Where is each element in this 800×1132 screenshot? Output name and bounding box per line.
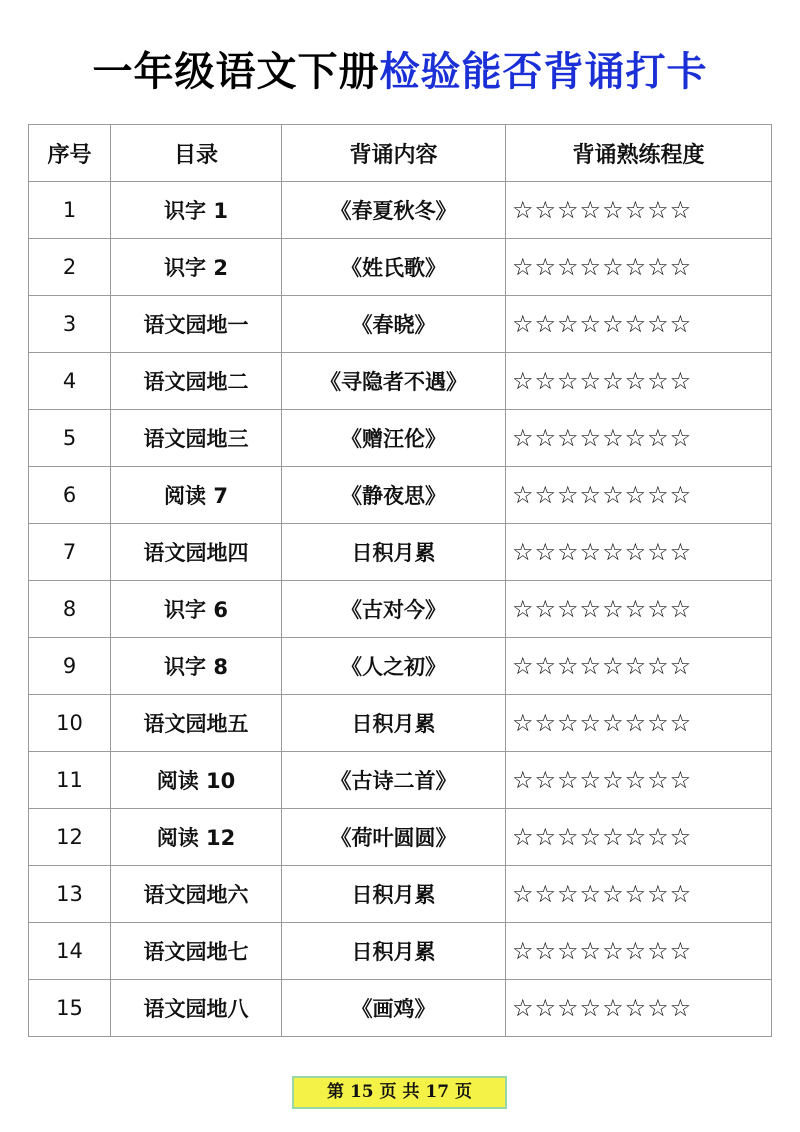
row-catalog: 语文园地三 [111, 410, 282, 467]
row-number: 8 [29, 581, 111, 638]
row-content: 《春晓》 [282, 296, 506, 353]
row-number: 7 [29, 524, 111, 581]
row-number: 5 [29, 410, 111, 467]
title-part-grade: 一年级语文下册 [92, 49, 380, 95]
row-content: 《人之初》 [282, 638, 506, 695]
row-catalog: 阅读 10 [111, 752, 282, 809]
table-row [29, 524, 772, 581]
row-stars: ☆☆☆☆☆☆☆☆ [506, 182, 772, 239]
row-number: 11 [29, 752, 111, 809]
row-content: 《静夜思》 [282, 467, 506, 524]
row-content: 《画鸡》 [282, 980, 506, 1037]
row-catalog: 语文园地六 [111, 866, 282, 923]
header-catalog: 目录 [111, 125, 282, 182]
row-stars: ☆☆☆☆☆☆☆☆ [506, 467, 772, 524]
row-number: 15 [29, 980, 111, 1037]
table-row [29, 296, 772, 353]
title-part-checkin: 检验能否背诵打卡 [379, 49, 708, 95]
row-catalog: 识字 1 [111, 182, 282, 239]
table-row [29, 980, 772, 1037]
header-content: 背诵内容 [282, 125, 506, 182]
row-stars: ☆☆☆☆☆☆☆☆ [506, 980, 772, 1037]
row-content: 《春夏秋冬》 [282, 182, 506, 239]
table-row [29, 182, 772, 239]
table-row [29, 239, 772, 296]
row-number: 13 [29, 866, 111, 923]
page-number-badge: 第 15 页 共 17 页 [292, 1076, 507, 1109]
row-stars: ☆☆☆☆☆☆☆☆ [506, 752, 772, 809]
table-header-row [29, 125, 772, 182]
row-catalog: 识字 8 [111, 638, 282, 695]
row-content: 《古诗二首》 [282, 752, 506, 809]
row-stars: ☆☆☆☆☆☆☆☆ [506, 353, 772, 410]
recitation-table [28, 124, 772, 1037]
row-stars: ☆☆☆☆☆☆☆☆ [506, 809, 772, 866]
row-stars: ☆☆☆☆☆☆☆☆ [506, 524, 772, 581]
row-stars: ☆☆☆☆☆☆☆☆ [506, 581, 772, 638]
row-number: 6 [29, 467, 111, 524]
header-proficiency: 背诵熟练程度 [506, 125, 772, 182]
row-catalog: 阅读 12 [111, 809, 282, 866]
row-content: 《古对今》 [282, 581, 506, 638]
table-row [29, 467, 772, 524]
row-number: 4 [29, 353, 111, 410]
row-stars: ☆☆☆☆☆☆☆☆ [506, 695, 772, 752]
table-row [29, 353, 772, 410]
header-number: 序号 [29, 125, 111, 182]
row-catalog: 语文园地七 [111, 923, 282, 980]
table-row [29, 695, 772, 752]
table-row [29, 638, 772, 695]
row-catalog: 语文园地八 [111, 980, 282, 1037]
row-content: 《姓氏歌》 [282, 239, 506, 296]
row-content: 日积月累 [282, 524, 506, 581]
row-number: 3 [29, 296, 111, 353]
row-catalog: 识字 6 [111, 581, 282, 638]
row-number: 1 [29, 182, 111, 239]
table-row [29, 410, 772, 467]
row-number: 14 [29, 923, 111, 980]
table-row [29, 752, 772, 809]
row-catalog: 阅读 7 [111, 467, 282, 524]
row-catalog: 语文园地四 [111, 524, 282, 581]
row-stars: ☆☆☆☆☆☆☆☆ [506, 638, 772, 695]
row-stars: ☆☆☆☆☆☆☆☆ [506, 296, 772, 353]
row-catalog: 语文园地五 [111, 695, 282, 752]
row-catalog: 语文园地二 [111, 353, 282, 410]
table-row [29, 809, 772, 866]
row-content: 日积月累 [282, 695, 506, 752]
row-content: 《赠汪伦》 [282, 410, 506, 467]
row-number: 9 [29, 638, 111, 695]
table-row [29, 581, 772, 638]
row-content: 《荷叶圆圆》 [282, 809, 506, 866]
row-stars: ☆☆☆☆☆☆☆☆ [506, 866, 772, 923]
row-number: 12 [29, 809, 111, 866]
row-content: 《寻隐者不遇》 [282, 353, 506, 410]
table-row [29, 923, 772, 980]
row-number: 10 [29, 695, 111, 752]
page-title [0, 40, 800, 97]
row-stars: ☆☆☆☆☆☆☆☆ [506, 923, 772, 980]
row-content: 日积月累 [282, 866, 506, 923]
row-number: 2 [29, 239, 111, 296]
row-content: 日积月累 [282, 923, 506, 980]
row-catalog: 识字 2 [111, 239, 282, 296]
table-row [29, 866, 772, 923]
row-catalog: 语文园地一 [111, 296, 282, 353]
row-stars: ☆☆☆☆☆☆☆☆ [506, 410, 772, 467]
row-stars: ☆☆☆☆☆☆☆☆ [506, 239, 772, 296]
